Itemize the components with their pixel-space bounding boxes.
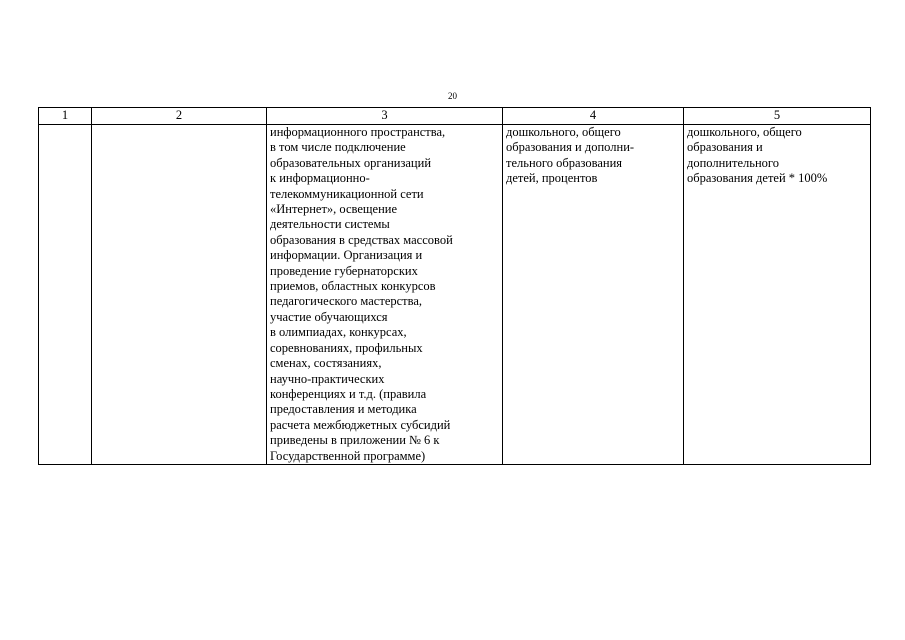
cell-col-2 (92, 125, 267, 465)
column-header-1: 1 (39, 108, 92, 125)
cell-col-3-description: информационного пространства, в том числе подключение образовательных организаций к информационно- телекоммуникационной сети «Интернет», освещение деятельности системы образования в средствах массовой информации. Организация и проведение губернаторских приемов, областных конкурсов педагогического мастерства, участие обучающихся в олимпиадах, конкурсах, соревнованиях, профильных сменах, состязаниях, научно-практических конференциях и т.д. (правила предоставления и методика расчета межбюджетных субсидий приведены в приложении № 6 к Государственной программе) (267, 125, 503, 465)
document-table (38, 107, 871, 465)
cell-col-4-indicator: дошкольного, общего образования и дополни- тельного образования детей, процентов (503, 125, 684, 465)
table-header-row (39, 108, 871, 125)
column-header-4: 4 (503, 108, 684, 125)
column-header-3: 3 (267, 108, 503, 125)
column-header-5: 5 (684, 108, 871, 125)
table-row (39, 125, 871, 465)
page-number: 20 (448, 91, 457, 101)
cell-col-5-formula: дошкольного, общего образования и дополнительного образования детей * 100% (684, 125, 871, 465)
cell-col-1 (39, 125, 92, 465)
column-header-2: 2 (92, 108, 267, 125)
